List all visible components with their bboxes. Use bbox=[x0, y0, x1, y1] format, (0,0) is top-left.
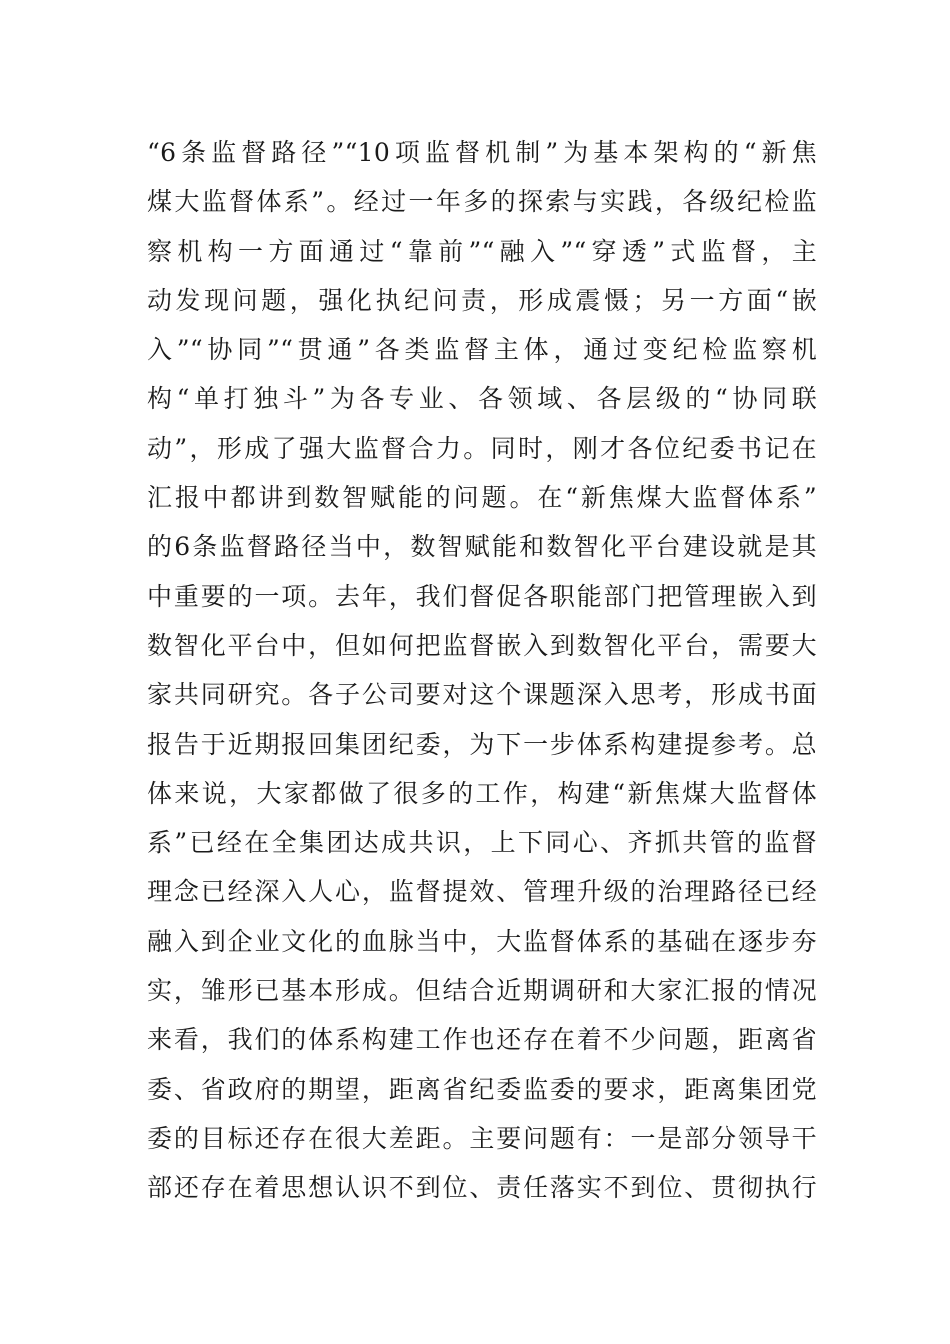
text-line: 委、省政府的期望，距离省纪委监委的要求，距离集团党 bbox=[147, 1074, 817, 1104]
text-line: “6条监督路径”“10项监督机制”为基本架构的“新焦 bbox=[147, 138, 817, 167]
text-line: 汇报中都讲到数智赋能的问题。在“新焦煤大监督体系” bbox=[147, 483, 817, 513]
text-line: 煤大监督体系”。经过一年多的探索与实践，各级纪检监 bbox=[147, 187, 817, 217]
text-line: 部还存在着思想认识不到位、责任落实不到位、贯彻执行 bbox=[147, 1173, 817, 1203]
text-line: 动”，形成了强大监督合力。同时，刚才各位纪委书记在 bbox=[147, 433, 817, 463]
text-line: 的6条监督路径当中，数智赋能和数智化平台建设就是其 bbox=[147, 532, 817, 562]
text-line: 动发现问题，强化执纪问责，形成震慑；另一方面“嵌 bbox=[147, 285, 817, 315]
text-line: 体来说，大家都做了很多的工作，构建“新焦煤大监督体 bbox=[147, 778, 817, 808]
text-line: 来看，我们的体系构建工作也还存在着不少问题，距离省 bbox=[147, 1025, 817, 1055]
text-line: 系”已经在全集团达成共识，上下同心、齐抓共管的监督 bbox=[147, 828, 817, 858]
text-line: 察机构一方面通过“靠前”“融入”“穿透”式监督，主 bbox=[147, 236, 817, 266]
text-line: 报告于近期报回集团纪委，为下一步体系构建提参考。总 bbox=[147, 729, 817, 759]
body-paragraph bbox=[147, 128, 817, 1213]
text-line: 中重要的一项。去年，我们督促各职能部门把管理嵌入到 bbox=[147, 581, 817, 611]
text-line: 实，雏形已基本形成。但结合近期调研和大家汇报的情况 bbox=[147, 976, 817, 1006]
text-line: 融入到企业文化的血脉当中，大监督体系的基础在逐步夯 bbox=[147, 926, 817, 956]
text-line: 家共同研究。各子公司要对这个课题深入思考，形成书面 bbox=[147, 680, 817, 710]
text-line: 理念已经深入人心，监督提效、管理升级的治理路径已经 bbox=[147, 877, 817, 907]
text-line: 入”“协同”“贯通”各类监督主体，通过变纪检监察机 bbox=[147, 335, 817, 365]
text-line: 构“单打独斗”为各专业、各领域、各层级的“协同联 bbox=[147, 384, 817, 414]
text-line: 委的目标还存在很大差距。主要问题有：一是部分领导干 bbox=[147, 1123, 817, 1153]
text-line: 数智化平台中，但如何把监督嵌入到数智化平台，需要大 bbox=[147, 630, 817, 660]
